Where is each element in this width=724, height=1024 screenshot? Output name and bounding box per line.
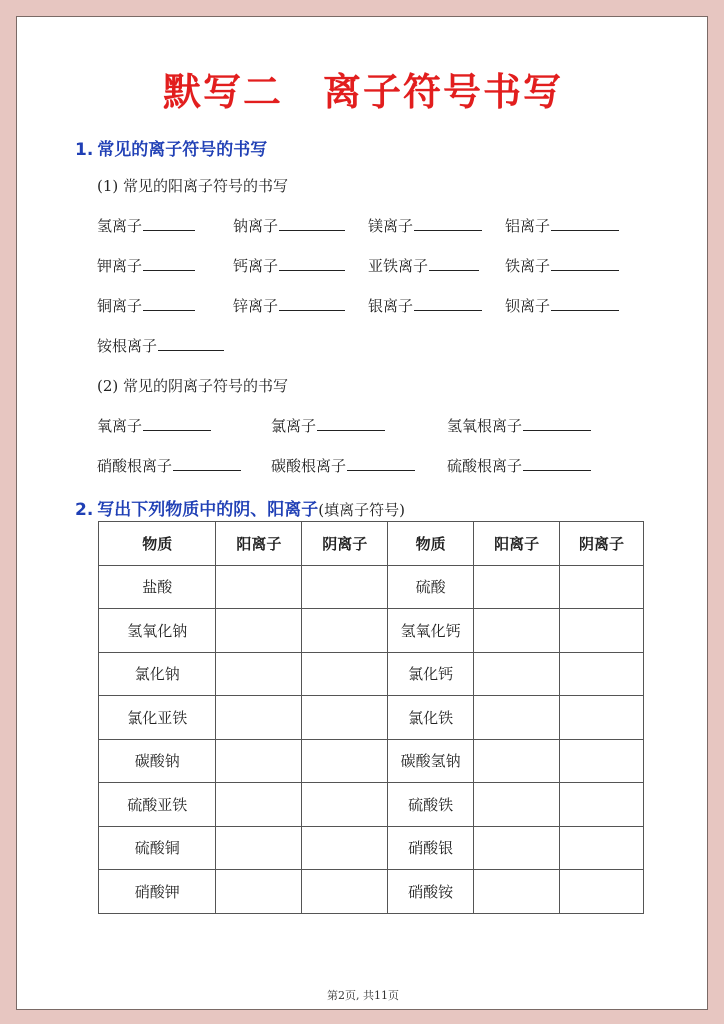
answer-cell[interactable] xyxy=(474,739,560,783)
substance-cell: 硫酸亚铁 xyxy=(99,783,216,827)
substance-cell: 氢氧化钠 xyxy=(99,609,216,653)
answer-cell[interactable] xyxy=(474,826,560,870)
anion-subheading: (2) 常见的阴离子符号的书写 xyxy=(97,377,289,395)
answer-line[interactable] xyxy=(317,416,385,431)
substance-cell: 硝酸铵 xyxy=(388,870,474,914)
substance-cell: 硫酸铜 xyxy=(99,826,216,870)
answer-line[interactable] xyxy=(173,456,241,471)
fill-blank-item: 氯离子 xyxy=(271,415,385,436)
answer-cell[interactable] xyxy=(474,870,560,914)
answer-cell[interactable] xyxy=(216,696,302,740)
answer-cell[interactable] xyxy=(302,652,388,696)
substance-cell: 氯化钠 xyxy=(99,652,216,696)
fill-blank-item: 氧离子 xyxy=(97,415,211,436)
answer-line[interactable] xyxy=(143,416,211,431)
table-row xyxy=(99,652,644,696)
fill-blank-item: 钡离子 xyxy=(505,295,619,316)
substance-cell: 硫酸铁 xyxy=(388,783,474,827)
cation-subheading: (1) 常见的阳离子符号的书写 xyxy=(97,177,289,195)
answer-line[interactable] xyxy=(143,296,195,311)
fill-blank-item: 硝酸根离子 xyxy=(97,455,241,476)
table-row xyxy=(99,870,644,914)
table-row xyxy=(99,565,644,609)
answer-line[interactable] xyxy=(414,216,482,231)
answer-cell[interactable] xyxy=(216,870,302,914)
answer-line[interactable] xyxy=(279,256,345,271)
substance-cell: 硝酸银 xyxy=(388,826,474,870)
substance-cell: 氯化钙 xyxy=(388,652,474,696)
answer-cell[interactable] xyxy=(560,783,644,827)
fill-blank-item: 硫酸根离子 xyxy=(447,455,591,476)
answer-cell[interactable] xyxy=(474,565,560,609)
answer-cell[interactable] xyxy=(560,826,644,870)
answer-cell[interactable] xyxy=(302,826,388,870)
table-row xyxy=(99,826,644,870)
column-header: 阳离子 xyxy=(474,522,560,566)
fill-blank-item: 钠离子 xyxy=(233,215,345,236)
answer-cell[interactable] xyxy=(302,696,388,740)
fill-blank-item: 亚铁离子 xyxy=(368,255,479,276)
answer-cell[interactable] xyxy=(302,609,388,653)
answer-line[interactable] xyxy=(143,216,195,231)
column-header: 物质 xyxy=(99,522,216,566)
substance-cell: 碳酸钠 xyxy=(99,739,216,783)
answer-line[interactable] xyxy=(143,256,195,271)
answer-cell[interactable] xyxy=(216,565,302,609)
answer-cell[interactable] xyxy=(302,739,388,783)
table-row xyxy=(99,739,644,783)
section-2-number: 2. xyxy=(75,500,94,520)
table-header-row xyxy=(99,522,644,566)
answer-line[interactable] xyxy=(551,216,619,231)
worksheet-page xyxy=(16,16,708,1010)
section-1-number: 1. xyxy=(75,140,94,160)
answer-cell[interactable] xyxy=(474,609,560,653)
table-row xyxy=(99,783,644,827)
substance-cell: 硫酸 xyxy=(388,565,474,609)
substance-cell: 碳酸氢钠 xyxy=(388,739,474,783)
answer-cell[interactable] xyxy=(560,739,644,783)
answer-cell[interactable] xyxy=(474,783,560,827)
fill-blank-item: 铵根离子 xyxy=(97,335,224,356)
answer-cell[interactable] xyxy=(560,870,644,914)
answer-line[interactable] xyxy=(429,256,479,271)
table-row xyxy=(99,696,644,740)
substance-cell: 氯化铁 xyxy=(388,696,474,740)
answer-line[interactable] xyxy=(523,416,591,431)
answer-cell[interactable] xyxy=(216,609,302,653)
substance-cell: 硝酸钾 xyxy=(99,870,216,914)
column-header: 阴离子 xyxy=(302,522,388,566)
fill-blank-item: 镁离子 xyxy=(368,215,482,236)
section-2-heading xyxy=(75,495,405,520)
fill-blank-item: 钙离子 xyxy=(233,255,345,276)
answer-cell[interactable] xyxy=(560,652,644,696)
answer-line[interactable] xyxy=(551,296,619,311)
answer-line[interactable] xyxy=(414,296,482,311)
answer-line[interactable] xyxy=(279,296,345,311)
ion-table xyxy=(98,521,644,914)
answer-cell[interactable] xyxy=(216,652,302,696)
answer-line[interactable] xyxy=(523,456,591,471)
answer-line[interactable] xyxy=(347,456,415,471)
section-2-title: 写出下列物质中的阴、阳离子 xyxy=(97,500,319,520)
answer-line[interactable] xyxy=(279,216,345,231)
answer-cell[interactable] xyxy=(302,870,388,914)
answer-cell[interactable] xyxy=(216,739,302,783)
column-header: 阳离子 xyxy=(216,522,302,566)
fill-blank-item: 锌离子 xyxy=(233,295,345,316)
section-1-title: 常见的离子符号的书写 xyxy=(97,140,268,160)
answer-cell[interactable] xyxy=(560,609,644,653)
answer-cell[interactable] xyxy=(474,696,560,740)
answer-cell[interactable] xyxy=(302,783,388,827)
answer-line[interactable] xyxy=(551,256,619,271)
answer-cell[interactable] xyxy=(560,696,644,740)
answer-cell[interactable] xyxy=(216,783,302,827)
column-header: 阴离子 xyxy=(560,522,644,566)
substance-cell: 氯化亚铁 xyxy=(99,696,216,740)
table-row xyxy=(99,609,644,653)
answer-cell[interactable] xyxy=(560,565,644,609)
section-1-heading xyxy=(75,135,267,160)
fill-blank-item: 铜离子 xyxy=(97,295,195,316)
column-header: 物质 xyxy=(388,522,474,566)
fill-blank-item: 碳酸根离子 xyxy=(271,455,415,476)
page-title: 默写二 离子符号书写 xyxy=(162,70,563,114)
answer-cell[interactable] xyxy=(216,826,302,870)
answer-line[interactable] xyxy=(158,336,224,351)
section-2-note: (填离子符号) xyxy=(318,501,406,519)
page-footer: 第2页, 共11页 xyxy=(327,989,399,1002)
fill-blank-item: 铝离子 xyxy=(505,215,619,236)
fill-blank-item: 银离子 xyxy=(368,295,482,316)
substance-cell: 盐酸 xyxy=(99,565,216,609)
fill-blank-item: 铁离子 xyxy=(505,255,619,276)
fill-blank-item: 氢氧根离子 xyxy=(447,415,591,436)
fill-blank-item: 氢离子 xyxy=(97,215,195,236)
substance-cell: 氢氧化钙 xyxy=(388,609,474,653)
fill-blank-item: 钾离子 xyxy=(97,255,195,276)
answer-cell[interactable] xyxy=(474,652,560,696)
answer-cell[interactable] xyxy=(302,565,388,609)
